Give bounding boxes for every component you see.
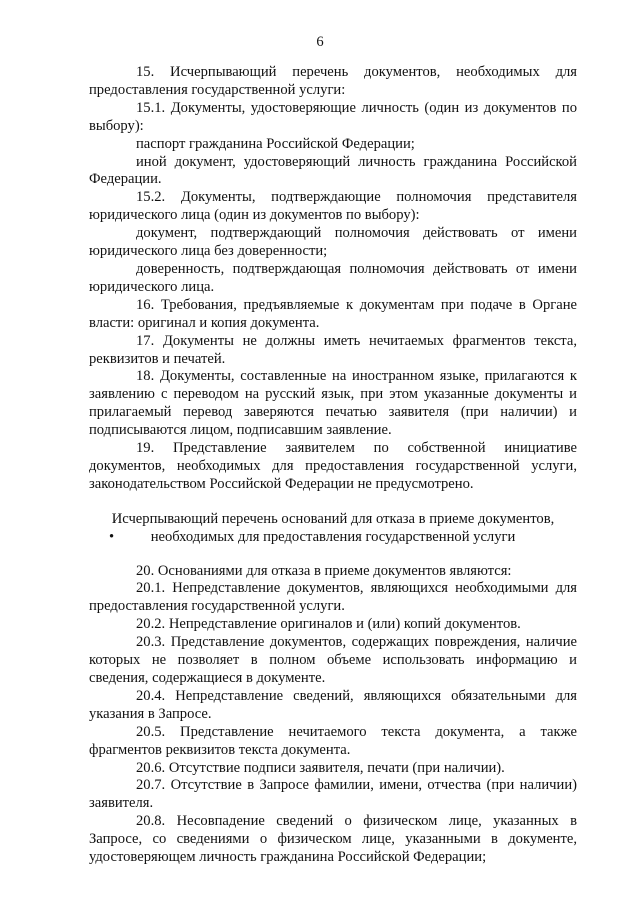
list-item-authority-document: документ, подтверждающий полномочия действовать от имени юридического лица без доверенности; <box>89 225 577 260</box>
paragraph-20: 20. Основаниями для отказа в приеме документов являются: <box>136 562 512 579</box>
section-heading <box>89 511 577 547</box>
list-item-power-of-attorney: доверенность, подтверждающая полномочия действовать от имени юридического лица. <box>89 260 577 295</box>
paragraph-20-3: 20.3. Представление документов, содержащих повреждения, наличие которых не позволяет в полном объеме использовать информацию и сведения, содержащиеся в документе. <box>89 634 577 686</box>
list-item-passport: паспорт гражданина Российской Федерации; <box>136 135 415 152</box>
paragraph-20-8: 20.8. Несовпадение сведений о физическом лице, указанных в Запросе, со сведениями о физическом лице, указанными в документе, удостоверяющем личность гражданина Российской Федерации; <box>89 813 577 866</box>
document-body <box>89 64 577 867</box>
paragraph-20-1: 20.1. Непредставление документов, являющихся необходимыми для предоставления государственной услуги. <box>89 580 577 615</box>
paragraph-15-2: 15.2. Документы, подтверждающие полномочия представителя юридического лица (один из документов по выбору): <box>89 189 577 224</box>
section-heading-line-2: необходимых для предоставления государственной услуги <box>150 528 516 545</box>
page-number: 6 <box>316 34 324 50</box>
paragraph-15: 15. Исчерпывающий перечень документов, необходимых для предоставления государственной услуги: <box>89 64 577 98</box>
paragraph-16: 16. Требования, предъявляемые к документам при подаче в Органе власти: оригинал и копия документа. <box>89 296 577 331</box>
paragraph-20-4: 20.4. Непредставление сведений, являющихся обязательными для указания в Запросе. <box>89 687 577 722</box>
paragraph-20-5: 20.5. Представление нечитаемого текста документа, а также фрагментов реквизитов текста документа. <box>89 723 577 758</box>
paragraph-20-7: 20.7. Отсутствие в Запросе фамилии, имени, отчества (при наличии) заявителя. <box>89 777 577 812</box>
section-heading-line-1: Исчерпывающий перечень оснований для отказа в приеме документов, <box>111 510 555 527</box>
paragraph-18: 18. Документы, составленные на иностранном языке, прилагаются к заявлению с переводом на русский язык, при этом указанные документы и прилагаемый перевод заверяются печатью заявителя (при наличии) и подписываются лицом, подписавшим заявление. <box>89 368 577 439</box>
paragraph-17: 17. Документы не должны иметь нечитаемых фрагментов текста, реквизитов и печатей. <box>89 332 577 367</box>
section-heading-line-2-wrap <box>89 529 577 547</box>
paragraph-20-2: 20.2. Непредставление оригиналов и (или) копий документов. <box>136 616 521 633</box>
paragraph-20-6: 20.6. Отсутствие подписи заявителя, печати (при наличии). <box>136 759 505 776</box>
bullet-mark: • <box>109 528 115 545</box>
list-item-other-id: иной документ, удостоверяющий личность гражданина Российской Федерации. <box>89 153 577 188</box>
paragraph-15-1: 15.1. Документы, удостоверяющие личность (один из документов по выбору): <box>89 99 577 134</box>
paragraph-19: 19. Представление заявителем по собственной инициативе документов, необходимых для предоставления государственной услуги, законодательством Российской Федерации не предусмотрено. <box>89 440 577 492</box>
